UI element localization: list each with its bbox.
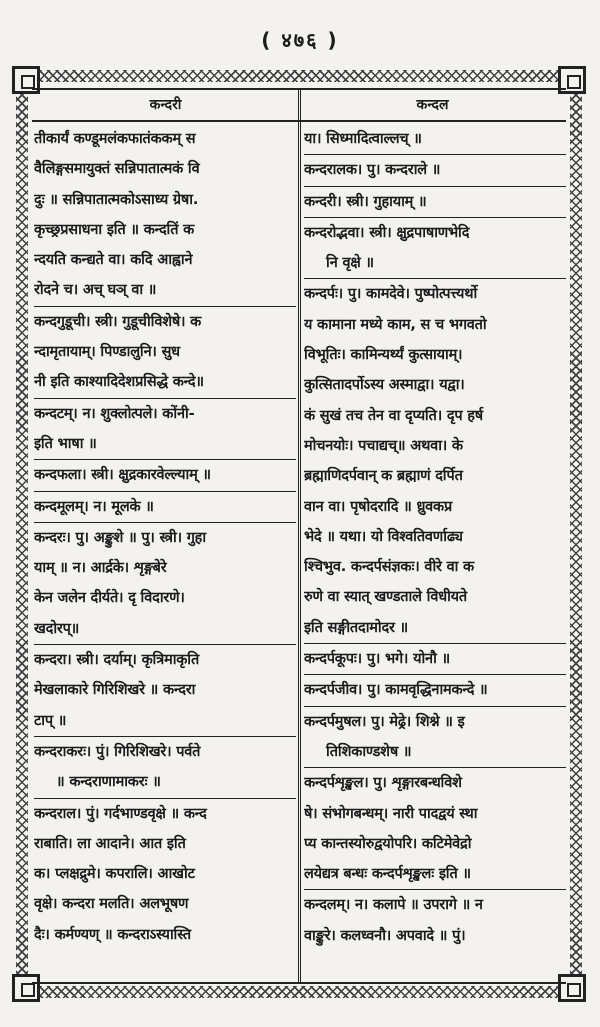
entry-line: प्य कान्तस्योरुद्वयोपरि। कटिमेवेद्रो [304,835,472,852]
entry-line: कन्दर्पः। पु। कामदेवे। पुष्पोत्पत्त्यर्थो [304,286,478,303]
entry-line: कुत्सितादर्पोऽस्य अस्माद्वा। यद्वा। [304,377,465,394]
entry-line: दैः। कर्मण्यण् ॥ कन्दराऽस्यास्ति [34,926,191,943]
right-column-header: कन्दल [416,97,449,113]
entry-line: कन्दगुडूची। स्त्री। गुडूचीविशेषे। क [34,313,202,330]
entry-line: क। प्लक्षद्रुमे। कपरालि। आखोट [34,866,195,883]
entry-line: दुः ॥ सन्निपातात्मकोऽसाध्य ग्रेषा. [34,191,199,208]
entry-line: या। सिध्मादित्वाल्लच् ॥ [304,124,566,155]
entry-line: वृक्षे। कन्दरा मलति। अलभूषण [34,896,189,913]
entry-line: वैलिङ्गसमायुक्तं सन्निपातात्मकं वि [34,161,200,178]
entry-line: इति भाषा ॥ [34,429,296,460]
entry-line: कृच्छ्रप्रसाधना इति ॥ कन्दतिं क [34,221,195,238]
entry-line: न्दयति कन्द्यते वा। कदि आह्वाने [34,252,193,269]
entry-line: वान वा। पृषोदरादि ॥ ध्रुवकप्र [304,498,453,515]
right-column [304,124,566,974]
text-area [32,88,566,984]
entry-line: कन्दराल। पुं। गर्दभाण्डवृक्षे ॥ कन्द [34,805,207,822]
border-left [16,70,28,998]
entry-line: राबाति। ला आदाने। आत इति [34,835,186,852]
entry-line: ॥ कन्दराणामाकरः ॥ [34,767,296,798]
entry-line: नी इति काश्यादिदेशप्रसिद्धे कन्दे॥ [34,367,296,398]
entry-line: कन्दर्पकूपः। पु। भगे। योनौ ॥ [304,644,566,675]
border-bottom [16,986,582,998]
entry-line: कन्दराकरः। पुं। गिरिशिखरे। पर्वते [34,743,201,760]
entry-line: विभूतिः। कामिन्यर्थ्यं कुत्सायाम्। [304,347,463,364]
entry-line: याम् ॥ न। आर्द्रके। शृङ्गबेरे [34,560,167,577]
left-column-header: कन्दरी [149,97,182,113]
entry-line: मेखलाकारे गिरिशिखरे ॥ कन्दरा [34,682,196,699]
entry-line: लयेद्यत्र बन्धः कन्दर्पशृङ्खलः इति ॥ [304,859,566,890]
entry-line: केन जलेन दीर्यते। दृ विदारणे। [34,590,185,607]
ornamental-border [16,70,582,998]
border-right [570,70,582,998]
entry-line: रोदने च। अच् घञ् वा ॥ [34,275,296,306]
entry-line: कन्दरालक। पु। कन्दराले ॥ [304,155,566,186]
entry-line: कन्दरी। स्त्री। गुहायाम् ॥ [304,187,566,218]
entry-line: तीकार्यं कण्डूमलंकफातंककम् स [34,131,196,147]
entry-line: रुणे वा स्यात् खण्डताले विधीयते [304,589,467,606]
entry-line: कन्दर्पमुषल। पु। मेढ्रे। शिश्ने ॥ इ [304,713,465,730]
entry-line: नि वृक्षे ॥ [304,248,566,279]
entry-line: कन्दर्पजीव। पु। कामवृद्धिनामकन्दे ॥ [304,675,566,706]
entry-line: ब्रह्माणिदर्पवान् क ब्रह्माणं दर्पित [304,468,463,485]
entry-line: कन्दरोद्भवा। स्त्री। क्षुद्रपाषाणभेदि [304,224,470,241]
entry-line: कन्दरा। स्त्री। दर्याम्। कृत्रिमाकृति [34,652,200,669]
entry-line: कं सुखं तच तेन वा दृप्यति। दृप हर्ष [304,407,483,424]
entry-line: कन्दटम्। न। शुक्लोत्पले। कोंनी- [34,405,195,422]
entry-line: टाप् ॥ [34,706,296,737]
entry-line: खदोरप्॥ [34,614,296,645]
entry-line: भेदे ॥ यथा। यो विश्वतिवर्णाढ्य [304,528,463,545]
entry-line: तिशिकाण्डशेष ॥ [304,737,566,768]
entry-line: न्दामृतायाम्। पिण्डालुनि। सुध [34,344,180,361]
entry-line: मोचनयोः। पचाद्यच्॥ अथवा। के [304,437,463,454]
column-divider [298,90,301,982]
entry-line: कन्दफला। स्त्री। क्षुद्रकारवेल्ल्याम् ॥ [34,460,296,491]
entry-line: य कामाना मध्ये काम, स च भगवतो [304,316,487,333]
page-number: ( ४७६ ) [261,28,339,52]
entry-line: श्चिभुव. कन्दर्पसंज्ञकः। वीरे वा क [304,559,474,576]
entry-line: षे। संभोगबन्धम्। नारी पादद्वयं स्था [304,805,478,822]
border-top [16,70,582,82]
entry-line: कन्दलम्। न। कलापे ॥ उपरागे ॥ न [304,897,483,914]
entry-line: वाङ्कुरे। कलध्वनौ। अपवादे ॥ पुं। [304,927,466,944]
entry-line: कन्दर्पशृङ्खल। पु। शृङ्गारबन्धविशे [304,775,462,792]
entry-line: कन्दमूलम्। न। मूलके ॥ [34,492,296,523]
entry-line: इति सङ्गीतदामोदर ॥ [304,613,566,644]
entry-line: कन्दरः। पु। अङ्कुशे ॥ पु। स्त्री। गुहा [34,529,206,546]
left-column [34,124,296,974]
